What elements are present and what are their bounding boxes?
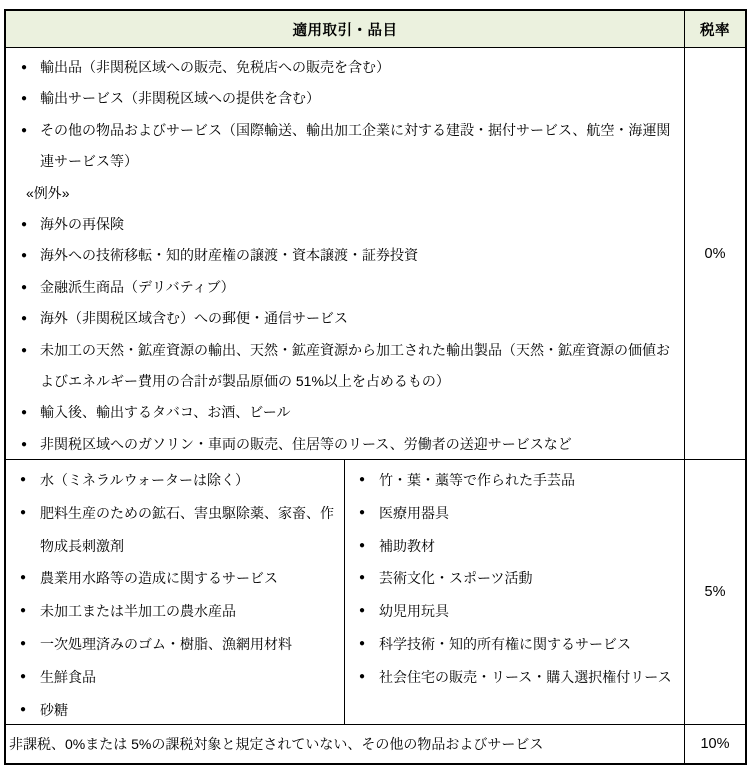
bullet-icon: ● xyxy=(21,250,28,262)
bullet-icon: ● xyxy=(20,506,27,518)
list-item xyxy=(359,595,678,628)
list-item-text: 一次処理済みのゴム・樹脂、漁網用材料 xyxy=(40,635,292,652)
list-item xyxy=(21,209,676,240)
bullet-icon: ● xyxy=(359,670,366,682)
rate-5-items-cell xyxy=(6,459,684,724)
bullet-icon: ● xyxy=(359,572,366,584)
bullet-icon: ● xyxy=(20,474,27,485)
rate-column-header-label: 税率 xyxy=(700,22,730,39)
bullet-icon: ● xyxy=(359,539,366,551)
list-item-text: 肥料生産のための鉱石、害虫駆除薬、家畜、作物成長刺激剤 xyxy=(40,504,334,554)
rate-0-items-cell xyxy=(6,47,684,459)
bullet-icon: ● xyxy=(359,506,366,518)
list-item-text: 海外への技術移転・知的財産権の譲渡・資本譲渡・証券投資 xyxy=(40,247,418,264)
bullet-icon: ● xyxy=(21,281,28,293)
rate-10-value xyxy=(684,724,745,763)
bullet-icon: ● xyxy=(20,670,27,682)
rate-column-header xyxy=(684,11,745,47)
rate-10-text: 非課税、0%または 5%の課税対象と規定されていない、その他の物品およびサービス xyxy=(9,736,544,752)
bullet-icon: ● xyxy=(21,313,28,325)
list-item xyxy=(359,464,678,497)
bullet-icon: ● xyxy=(359,605,366,617)
list-item xyxy=(20,464,338,497)
rate-5-left-list xyxy=(6,460,344,724)
list-item xyxy=(21,397,676,428)
item-column-header-label: 適用取引・品目 xyxy=(292,22,398,39)
list-item-text: 輸出品（非関税区域への販売、免税店への販売を含む） xyxy=(40,59,390,75)
list-item xyxy=(359,628,678,661)
list-item-text: その他の物品およびサービス（国際輸送、輸出加工企業に対する建設・据付サービス、航空・海運関連サービス等） xyxy=(40,121,671,170)
list-item-text: 輸出サービス（非関税区域への提供を含む） xyxy=(40,90,320,107)
list-item-text: 社会住宅の販売・リース・購入選択権付リース xyxy=(379,668,672,685)
bullet-icon: ● xyxy=(21,438,28,450)
list-item xyxy=(21,52,676,83)
exception-label xyxy=(21,178,676,209)
rate-5-right-list xyxy=(345,460,684,694)
list-item-text: 生鮮食品 xyxy=(40,668,96,685)
list-item-text: 医療用器具 xyxy=(379,504,449,521)
tax-rate-table xyxy=(4,9,747,765)
list-item-text: 未加工の天然・鉱産資源の輸出、天然・鉱産資源から加工された輸出製品（天然・鉱産資源の価値およびエネルギー費用の合計が製品原価の 51%以上を占めるもの） xyxy=(40,341,670,390)
list-item xyxy=(359,562,678,595)
list-item-text: 金融派生商品（デリバティブ） xyxy=(40,278,235,295)
bullet-icon: ● xyxy=(21,407,28,419)
rate-10-value-text: 10% xyxy=(700,736,730,752)
bullet-icon: ● xyxy=(20,572,27,584)
list-item-text: 水（ミネラルウォーターは除く） xyxy=(40,472,250,488)
bullet-icon: ● xyxy=(20,605,27,617)
item-column-header xyxy=(6,11,684,47)
exception-label-text: «例外» xyxy=(26,184,70,201)
list-item-text: 農業用水路等の造成に関するサービス xyxy=(40,570,278,587)
list-item-text: 幼児用玩具 xyxy=(379,603,449,620)
list-item-text: 竹・葉・藁等で作られた手芸品 xyxy=(379,472,575,488)
list-item xyxy=(21,240,676,271)
list-item-text: 非関税区域へのガソリン・車両の販売、住居等のリース、労働者の送迎サービスなど xyxy=(40,435,572,452)
list-item xyxy=(20,497,338,563)
bullet-icon: ● xyxy=(359,637,366,649)
list-item xyxy=(20,661,338,694)
list-item-text: 未加工または半加工の農水産品 xyxy=(40,603,236,620)
list-item xyxy=(21,83,676,114)
rate-0-item-list xyxy=(6,48,684,459)
list-item xyxy=(359,530,678,563)
list-item xyxy=(21,272,676,303)
list-item-text: 海外（非関税区域含む）への郵便・通信サービス xyxy=(40,310,348,327)
list-item xyxy=(20,562,338,595)
rate-0-value xyxy=(684,47,745,459)
bullet-icon: ● xyxy=(359,474,366,485)
list-item-text: 補助教材 xyxy=(379,537,435,554)
bullet-icon: ● xyxy=(21,344,28,356)
list-item xyxy=(359,497,678,530)
bullet-icon: ● xyxy=(20,637,27,649)
bullet-icon: ● xyxy=(20,703,27,715)
rate-10-items-cell xyxy=(6,724,684,763)
list-item xyxy=(20,628,338,661)
list-item xyxy=(20,694,338,724)
list-item-text: 砂糖 xyxy=(40,701,68,718)
rate-0-value-text: 0% xyxy=(704,245,726,262)
rate-5-value-text: 5% xyxy=(704,584,726,600)
rate-5-left-column xyxy=(6,460,344,724)
list-item xyxy=(21,429,676,459)
list-item-text: 科学技術・知的所有権に関するサービス xyxy=(379,635,631,652)
bullet-icon: ● xyxy=(21,93,28,105)
list-item xyxy=(21,335,676,398)
list-item-text: 輸入後、輸出するタバコ、お酒、ビール xyxy=(40,404,291,421)
list-item-text: 海外の再保険 xyxy=(40,216,124,233)
list-item-text: 芸術文化・スポーツ活動 xyxy=(379,570,533,587)
bullet-icon: ● xyxy=(21,219,28,231)
bullet-icon: ● xyxy=(21,124,28,136)
bullet-icon: ● xyxy=(21,62,28,73)
list-item xyxy=(359,661,678,694)
list-item xyxy=(21,115,676,178)
rate-5-value xyxy=(684,459,745,724)
list-item xyxy=(21,303,676,334)
rate-5-right-column xyxy=(344,460,684,724)
list-item xyxy=(20,595,338,628)
